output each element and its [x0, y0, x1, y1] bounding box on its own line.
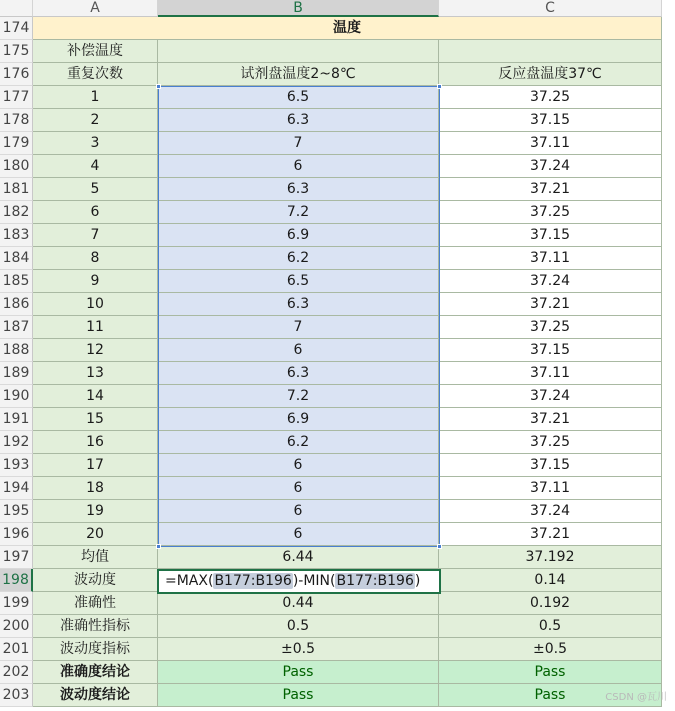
column-header-bar	[0, 0, 662, 17]
row-header[interactable]: 180	[0, 155, 33, 178]
table-row	[0, 339, 662, 362]
table-row	[0, 362, 662, 385]
table-row	[0, 684, 662, 707]
cell-b[interactable]: 7	[158, 316, 439, 339]
row-header[interactable]: 182	[0, 201, 33, 224]
table-row	[0, 385, 662, 408]
table-row	[0, 270, 662, 293]
cell-c[interactable]: 0.14	[439, 569, 662, 592]
cell-c[interactable]: 37.11	[439, 477, 662, 500]
cell-a[interactable]: 14	[33, 385, 158, 408]
cell-c[interactable]: 37.25	[439, 86, 662, 109]
column-header-a[interactable]: A	[33, 0, 158, 17]
table-row	[0, 454, 662, 477]
cell-a[interactable]: 波动度	[33, 569, 158, 592]
cell-b[interactable]: 6.3	[158, 109, 439, 132]
cell-a[interactable]: 重复次数	[33, 63, 158, 86]
cell-b[interactable]: 6	[158, 477, 439, 500]
cell-c[interactable]: 37.11	[439, 362, 662, 385]
table-row	[0, 132, 662, 155]
cell-c[interactable]: 37.25	[439, 316, 662, 339]
cell-b[interactable]: 6	[158, 339, 439, 362]
cell-a[interactable]: 准确性	[33, 592, 158, 615]
row-header[interactable]: 202	[0, 661, 33, 684]
cell-a[interactable]: 8	[33, 247, 158, 270]
row-header[interactable]: 195	[0, 500, 33, 523]
cell-b[interactable]: Pass	[158, 684, 439, 707]
cell-a[interactable]: 12	[33, 339, 158, 362]
cell-b[interactable]: 6	[158, 155, 439, 178]
cell-a[interactable]: 11	[33, 316, 158, 339]
cell-c[interactable]: 37.21	[439, 178, 662, 201]
cell-c[interactable]: 37.11	[439, 132, 662, 155]
table-row	[0, 477, 662, 500]
cell-c[interactable]: 37.15	[439, 109, 662, 132]
cell-a[interactable]: 补偿温度	[33, 40, 158, 63]
cell-c[interactable]: 37.21	[439, 408, 662, 431]
cell-a[interactable]: 13	[33, 362, 158, 385]
cell-c[interactable]: 37.15	[439, 454, 662, 477]
table-row	[0, 224, 662, 247]
select-all-corner[interactable]	[0, 0, 33, 17]
column-header-b[interactable]: B	[158, 0, 439, 17]
cell-c[interactable]: 37.21	[439, 523, 662, 546]
cell-c[interactable]: 37.21	[439, 293, 662, 316]
row-header[interactable]: 200	[0, 615, 33, 638]
formula-suffix: )	[414, 573, 421, 589]
row-header[interactable]: 185	[0, 270, 33, 293]
cell-c[interactable]: 37.25	[439, 431, 662, 454]
table-row	[0, 178, 662, 201]
formula-prefix: =MAX(	[165, 573, 214, 589]
cell-a[interactable]: 1	[33, 86, 158, 109]
cell-a[interactable]: 6	[33, 201, 158, 224]
cell-a[interactable]: 10	[33, 293, 158, 316]
table-row	[0, 201, 662, 224]
table-row	[0, 86, 662, 109]
table-row	[0, 155, 662, 178]
row-header[interactable]: 176	[0, 63, 33, 86]
table-row	[0, 109, 662, 132]
cell-c[interactable]: ±0.5	[439, 638, 662, 661]
cell-c[interactable]	[439, 40, 662, 63]
cell-c[interactable]: 37.15	[439, 224, 662, 247]
cell-b[interactable]: 7	[158, 132, 439, 155]
cell-b[interactable]: 6	[158, 500, 439, 523]
watermark: CSDN @瓦川	[605, 692, 667, 703]
table-row	[0, 661, 662, 684]
row-header[interactable]: 198	[0, 569, 33, 592]
cell-b[interactable]: 6.44	[158, 546, 439, 569]
cell-a[interactable]: 准确性指标	[33, 615, 158, 638]
cell-b[interactable]: 6.3	[158, 293, 439, 316]
active-cell-b198-formula-editor[interactable]	[157, 569, 441, 594]
row-header[interactable]: 181	[0, 178, 33, 201]
row-header[interactable]: 193	[0, 454, 33, 477]
row-header[interactable]: 187	[0, 316, 33, 339]
column-header-c[interactable]: C	[439, 0, 662, 17]
formula-middle: )-MIN(	[292, 573, 336, 589]
cell-a[interactable]: 3	[33, 132, 158, 155]
cell-b[interactable]: 6.5	[158, 86, 439, 109]
row-header[interactable]: 177	[0, 86, 33, 109]
table-row	[0, 615, 662, 638]
cell-a[interactable]: 准确度结论	[33, 661, 158, 684]
cell-c[interactable]: 37.24	[439, 270, 662, 293]
title-row	[0, 17, 662, 40]
row-header[interactable]: 188	[0, 339, 33, 362]
table-row	[0, 63, 662, 86]
cell-c[interactable]: 反应盘温度37℃	[439, 63, 662, 86]
row-header[interactable]: 201	[0, 638, 33, 661]
table-row	[0, 40, 662, 63]
cell-a[interactable]: 波动度指标	[33, 638, 158, 661]
cell-a[interactable]: 20	[33, 523, 158, 546]
cell-c[interactable]: 37.11	[439, 247, 662, 270]
row-header[interactable]: 197	[0, 546, 33, 569]
cell-a[interactable]: 波动度结论	[33, 684, 158, 707]
cell-c[interactable]: 37.15	[439, 339, 662, 362]
row-header[interactable]: 179	[0, 132, 33, 155]
row-header[interactable]: 190	[0, 385, 33, 408]
cell-b[interactable]: 试剂盘温度2~8℃	[158, 63, 439, 86]
cell-b[interactable]: 0.5	[158, 615, 439, 638]
table-row	[0, 408, 662, 431]
cell-b[interactable]: 7.2	[158, 385, 439, 408]
cell-b[interactable]: 0.44	[158, 592, 439, 615]
cell-b[interactable]	[158, 40, 439, 63]
cell-b[interactable]: 6.3	[158, 362, 439, 385]
cell-b[interactable]: Pass	[158, 661, 439, 684]
cell-b[interactable]: 6	[158, 523, 439, 546]
cell-a[interactable]: 15	[33, 408, 158, 431]
formula-range-ref-1: B177:B196	[214, 573, 292, 589]
cell-c[interactable]: 37.24	[439, 155, 662, 178]
table-row	[0, 293, 662, 316]
row-header[interactable]: 199	[0, 592, 33, 615]
table-row	[0, 247, 662, 270]
cell-b[interactable]: ±0.5	[158, 638, 439, 661]
cell-c[interactable]: 37.24	[439, 500, 662, 523]
cell-c[interactable]: 37.192	[439, 546, 662, 569]
cell-a[interactable]: 16	[33, 431, 158, 454]
cell-c[interactable]: 0.5	[439, 615, 662, 638]
formula-range-ref-2: B177:B196	[336, 573, 414, 589]
cell-a[interactable]: 均值	[33, 546, 158, 569]
cell-a[interactable]: 19	[33, 500, 158, 523]
cell-a[interactable]: 17	[33, 454, 158, 477]
cell-b[interactable]: 6.2	[158, 247, 439, 270]
row-header[interactable]: 184	[0, 247, 33, 270]
table-row	[0, 500, 662, 523]
row-header[interactable]: 192	[0, 431, 33, 454]
cell-a[interactable]: 9	[33, 270, 158, 293]
cell-c[interactable]: 37.25	[439, 201, 662, 224]
cell-a[interactable]: 4	[33, 155, 158, 178]
row-header[interactable]: 203	[0, 684, 33, 707]
row-header[interactable]: 191	[0, 408, 33, 431]
row-header[interactable]: 175	[0, 40, 33, 63]
row-header[interactable]: 186	[0, 293, 33, 316]
row-header[interactable]: 194	[0, 477, 33, 500]
cell-c[interactable]: 37.24	[439, 385, 662, 408]
cell-b[interactable]: 6.2	[158, 431, 439, 454]
merged-title-cell[interactable]: 温度	[33, 17, 662, 40]
row-header[interactable]: 178	[0, 109, 33, 132]
cell-b[interactable]: 6.3	[158, 178, 439, 201]
cell-b[interactable]: 6.9	[158, 224, 439, 247]
table-row	[0, 638, 662, 661]
cell-b[interactable]: 6.5	[158, 270, 439, 293]
cell-b[interactable]: 6	[158, 454, 439, 477]
table-row	[0, 316, 662, 339]
cell-a[interactable]: 2	[33, 109, 158, 132]
cell-a[interactable]: 18	[33, 477, 158, 500]
cell-a[interactable]: 7	[33, 224, 158, 247]
cell-b[interactable]: 7.2	[158, 201, 439, 224]
table-row	[0, 431, 662, 454]
row-header[interactable]: 189	[0, 362, 33, 385]
cell-b[interactable]: 6.9	[158, 408, 439, 431]
row-header[interactable]: 196	[0, 523, 33, 546]
table-row	[0, 523, 662, 546]
cell-c[interactable]: Pass	[439, 661, 662, 684]
table-row	[0, 546, 662, 569]
cell-c[interactable]: 0.192	[439, 592, 662, 615]
row-header[interactable]: 174	[0, 17, 33, 40]
cell-c[interactable]: Pass	[439, 684, 662, 707]
row-header[interactable]: 183	[0, 224, 33, 247]
cell-a[interactable]: 5	[33, 178, 158, 201]
table-row	[0, 592, 662, 615]
